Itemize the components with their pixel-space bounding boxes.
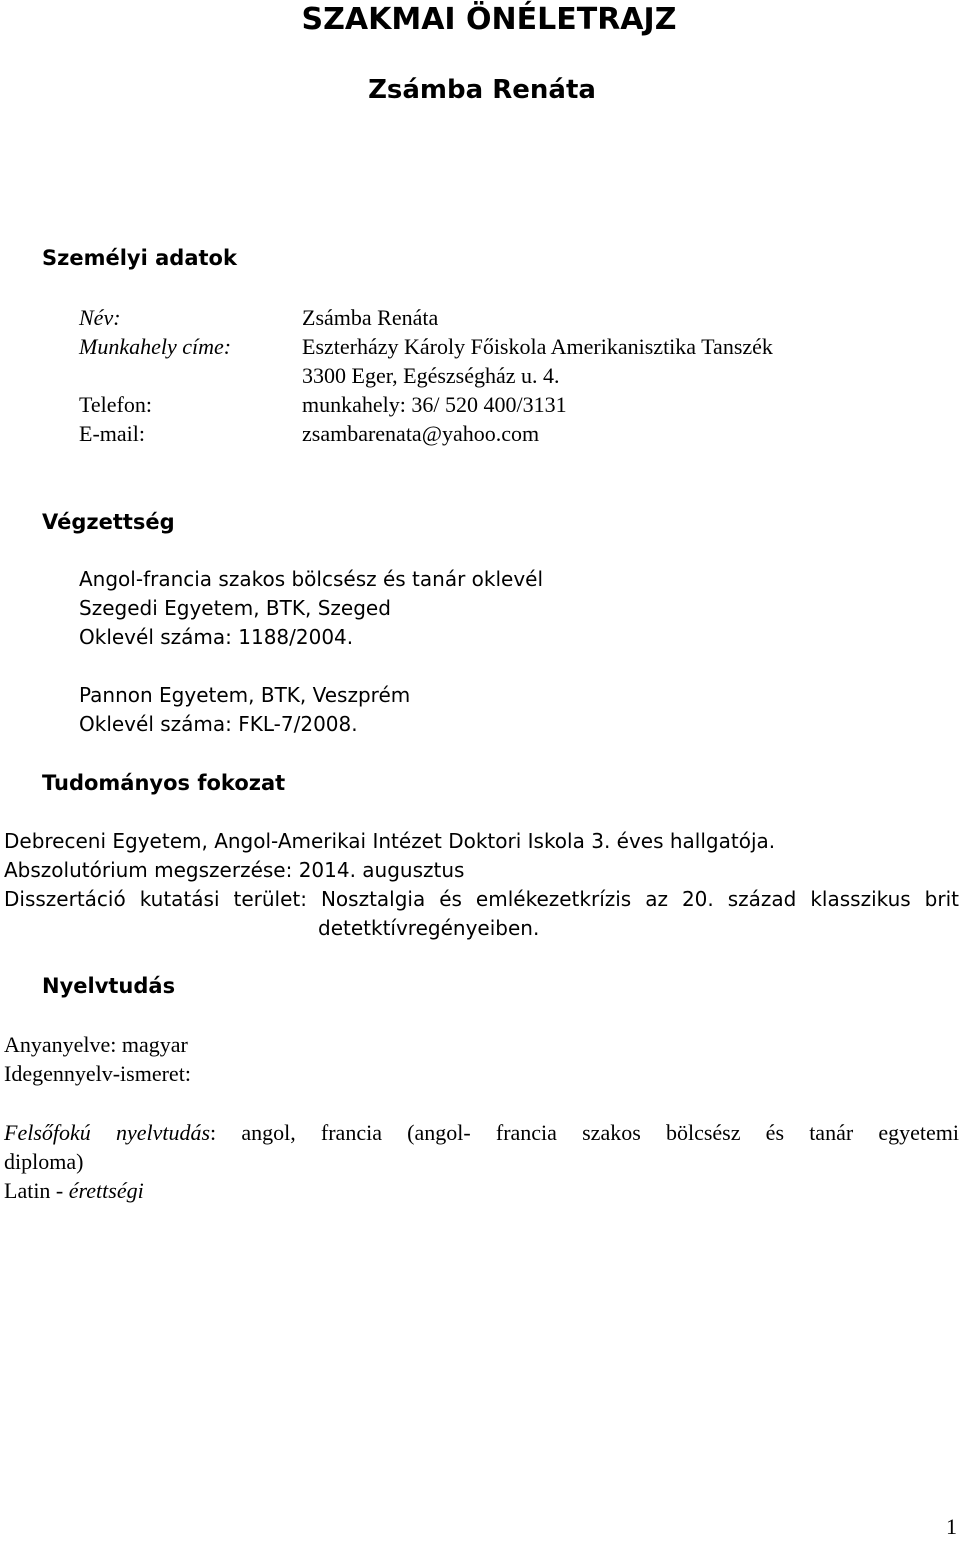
- education-heading: Végzettség: [42, 510, 175, 534]
- degree2-line1: Pannon Egyetem, BTK, Veszprém: [79, 683, 411, 707]
- workplace-line2: 3300 Eger, Egészségház u. 4.: [302, 363, 560, 388]
- page-number: 1: [946, 1514, 957, 1539]
- foreign-language-label: Idegennyelv-ismeret:: [4, 1061, 191, 1086]
- email-value: zsambarenata@yahoo.com: [302, 421, 540, 446]
- science-line4: detetktívregényeiben.: [318, 916, 540, 940]
- personal-heading: Személyi adatok: [42, 246, 237, 270]
- latin-prefix: Latin -: [4, 1178, 69, 1203]
- phone-label: Telefon:: [79, 392, 152, 417]
- degree1-line2: Szegedi Egyetem, BTK, Szeged: [79, 596, 391, 620]
- languages-heading: Nyelvtudás: [42, 974, 176, 998]
- science-line3: Disszertáció kutatási terület: Nosztalgia és emlékezetkrízis az 20. század klasszikus brit: [4, 887, 959, 911]
- page-title: SZAKMAI ÖNÉLETRAJZ: [301, 2, 677, 37]
- email-label: E-mail:: [79, 421, 145, 446]
- workplace-line1: Eszterházy Károly Főiskola Amerikanisztika Tanszék: [302, 334, 773, 359]
- science-line2: Abszolutórium megszerzése: 2014. augusztus: [4, 858, 465, 882]
- degree2-line2: Oklevél száma: FKL-7/2008.: [79, 712, 358, 736]
- degree1-line1: Angol-francia szakos bölcsész és tanár oklevél: [79, 567, 544, 591]
- workplace-label: Munkahely címe:: [79, 334, 232, 359]
- advanced-languages: [4, 1120, 959, 1146]
- name-heading: Zsámba Renáta: [368, 75, 596, 105]
- name-label: Név:: [79, 305, 121, 330]
- advanced-cont: diploma): [4, 1149, 84, 1174]
- advanced-label: Felsőfokú nyelvtudás: [4, 1120, 211, 1145]
- name-value: Zsámba Renáta: [302, 305, 439, 330]
- science-line1: Debreceni Egyetem, Angol-Amerikai Intézet Doktori Iskola 3. éves hallgatója.: [4, 829, 776, 853]
- degree1-line3: Oklevél száma: 1188/2004.: [79, 625, 354, 649]
- latin-level: érettségi: [68, 1178, 144, 1203]
- advanced-text: : angol, francia (angol- francia szakos bölcsész és tanár egyetemi: [210, 1120, 959, 1145]
- science-heading: Tudományos fokozat: [42, 771, 286, 795]
- phone-value: munkahely: 36/ 520 400/3131: [302, 392, 567, 417]
- latin-line: [4, 1178, 144, 1204]
- native-language: Anyanyelve: magyar: [4, 1032, 188, 1057]
